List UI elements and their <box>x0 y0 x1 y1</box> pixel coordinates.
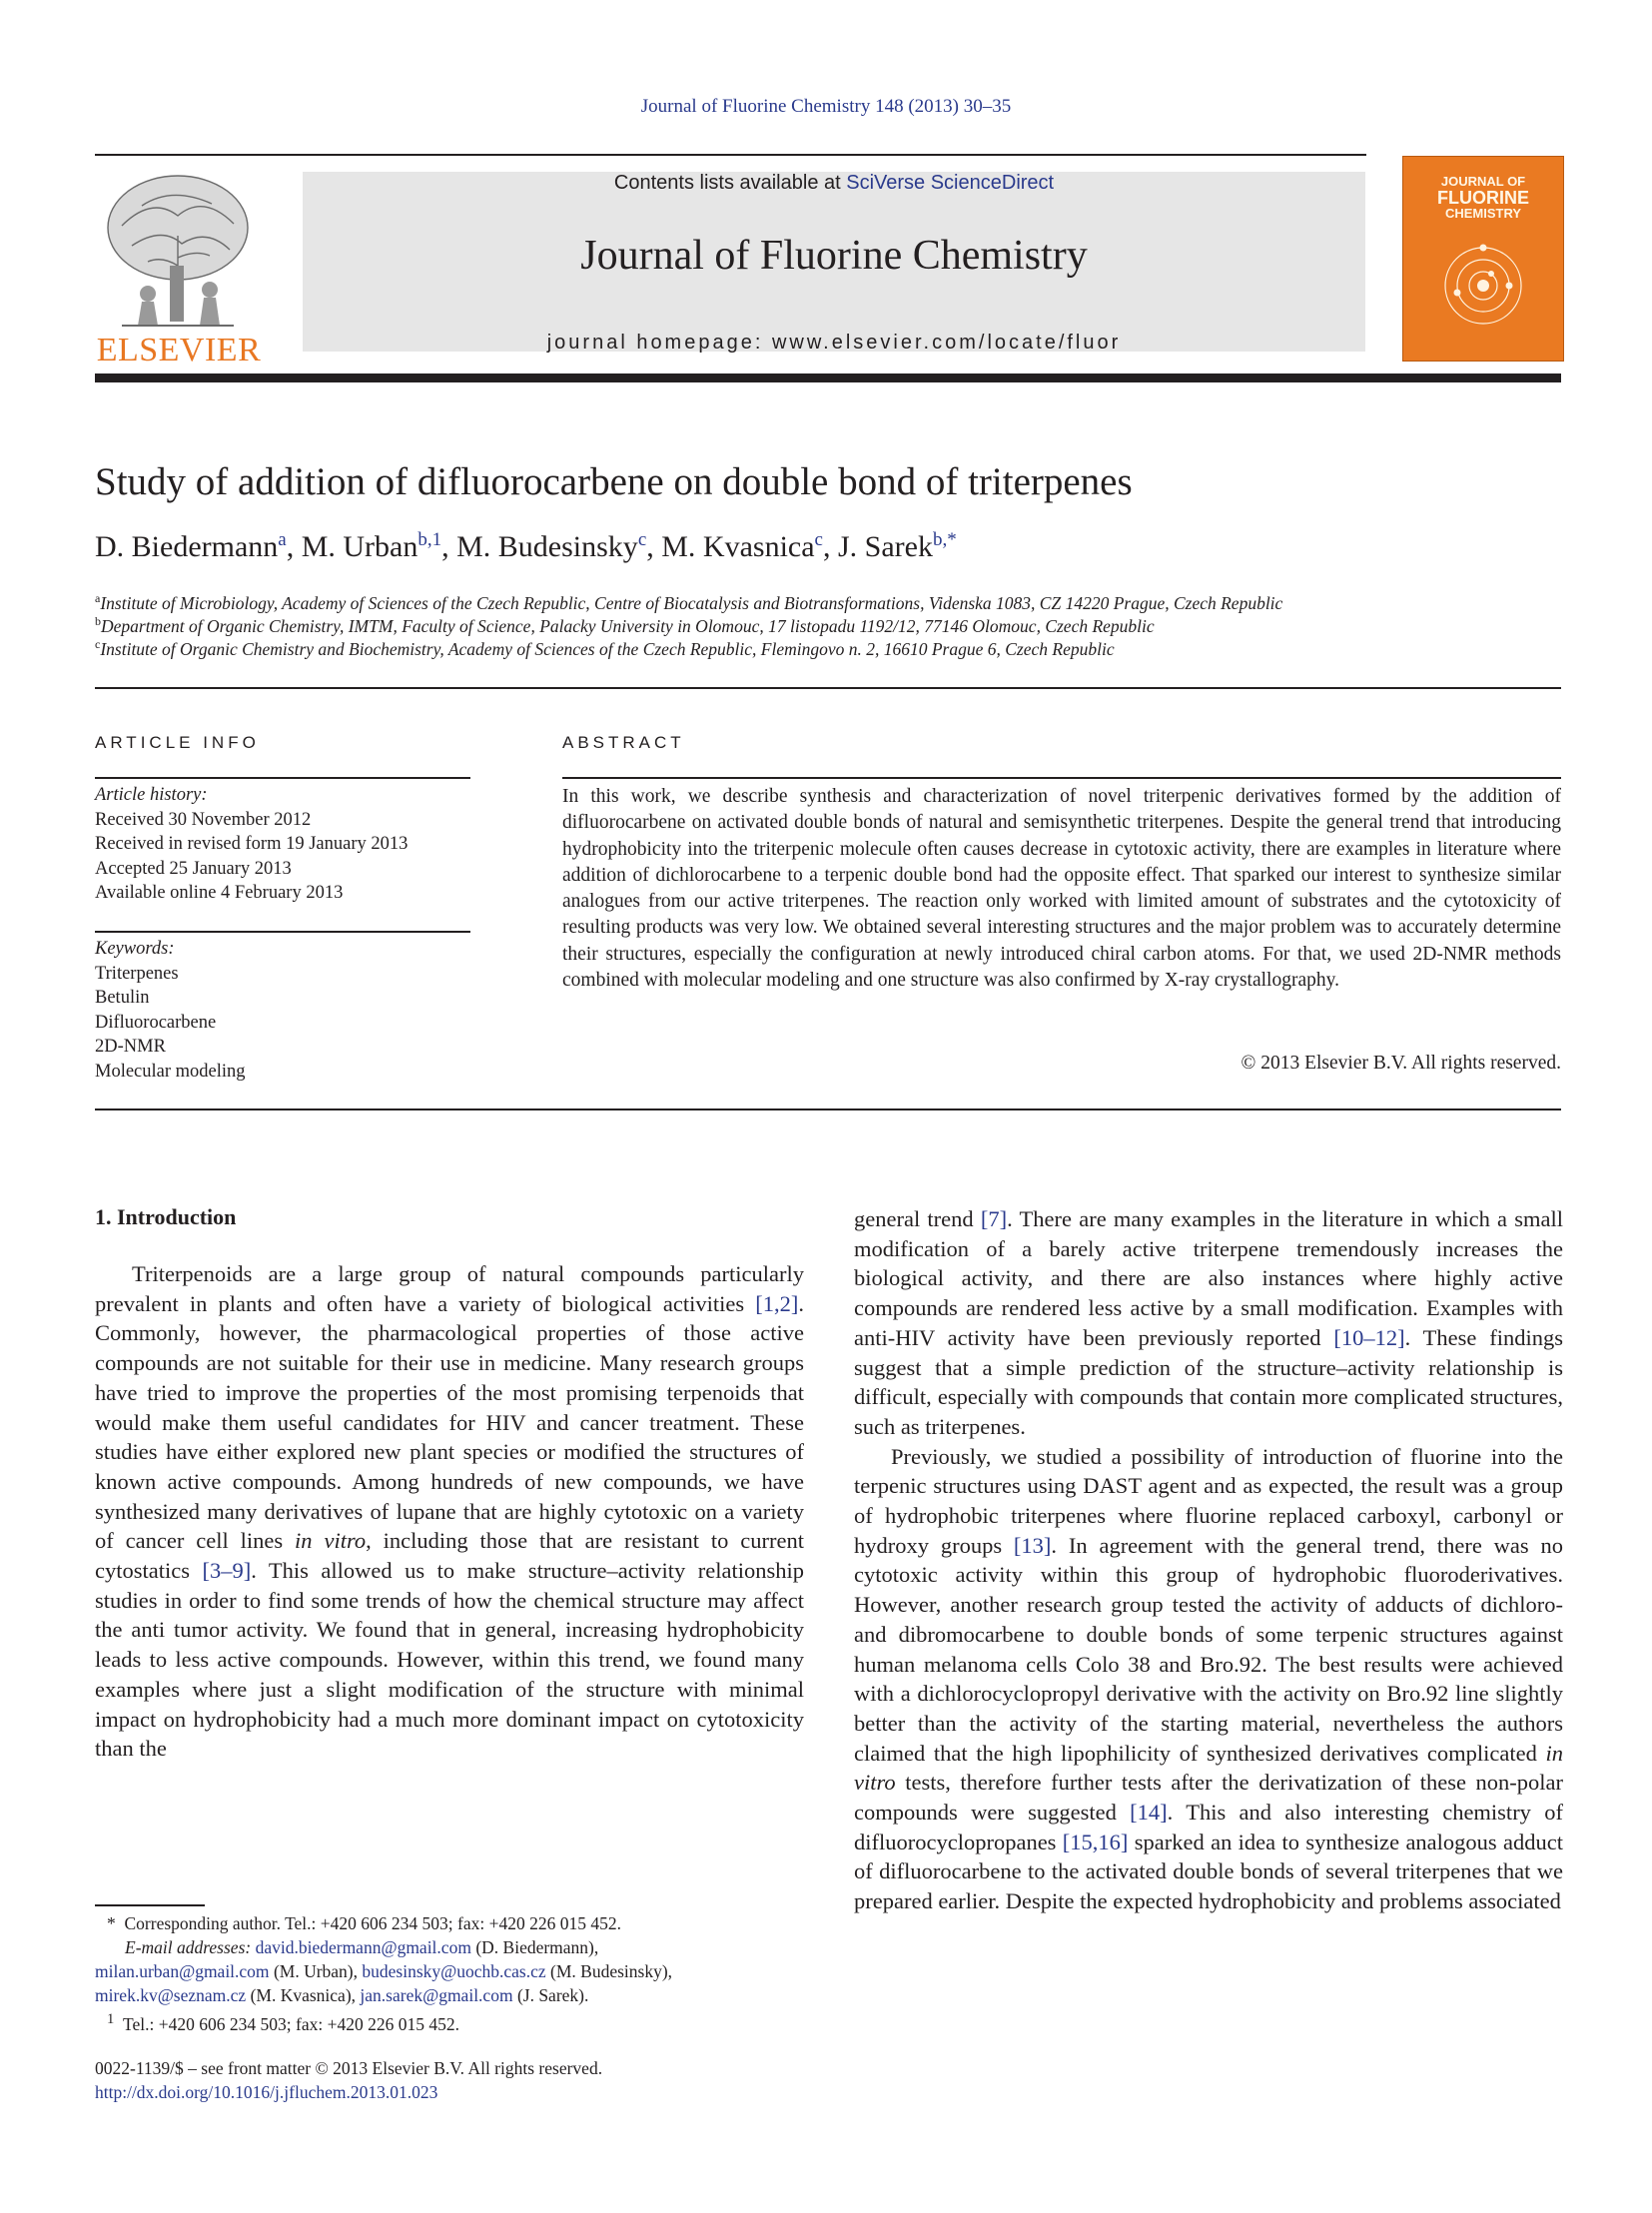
body-text: . There are many examples in the literature in which a small modification of a barely active triterpene tremendously increases the biological activity, and there are also instances where highly active compounds are rendered less active by a small modification. Examples with anti-HIV activity have been previously reported <box>854 1206 1564 1350</box>
affiliation-a <box>95 591 1282 614</box>
author-name[interactable]: J. Sarek <box>837 530 933 563</box>
author-name[interactable]: M. Budesinsky <box>456 530 638 563</box>
citation-link[interactable]: [14] <box>1130 1800 1168 1826</box>
italic-term: in vitro <box>295 1528 367 1554</box>
abstract-label: ABSTRACT <box>562 733 685 752</box>
email-link[interactable]: budesinsky@uochb.cas.cz <box>362 1961 546 1981</box>
email-owner: (M. Urban), <box>269 1961 363 1981</box>
affiliation-text: Institute of Organic Chemistry and Biochemistry, Academy of Sciences of the Czech Republic, Flemingovo n. 2, 16610 Prague 6, Czech Republic <box>100 638 1115 659</box>
body-text: tests, therefore further tests after the derivatization of these non-polar compounds were suggested <box>854 1770 1563 1826</box>
author-affiliation-mark[interactable]: c <box>814 529 823 550</box>
affiliation-mark: c <box>95 637 101 651</box>
cover-line-3: CHEMISTRY <box>1444 206 1522 221</box>
keywords-rule <box>95 931 470 933</box>
keyword: 2D-NMR <box>95 1037 166 1057</box>
body-text: . In agreement with the general trend, there was no cytotoxic activity within this group of hydrophobic fluoroderivatives. However, another research group tested the activity of adducts of dichloro- and dibromocarbene to double bonds of some terpenic structures against human melanoma cells Colo 38 and Bro.92. The best results were achieved with a dichlorocyclopropyl derivative with the activity on Bro.92 line slightly better than the activity of the starting material, nevertheless the authors claimed that the high lipophilicity of synthesized derivatives complicated <box>854 1532 1563 1766</box>
abstract-rule <box>562 777 1561 779</box>
affiliation-mark: b <box>95 614 101 628</box>
article-info-rule <box>95 777 470 779</box>
author-affiliation-mark[interactable]: c <box>637 529 647 550</box>
author-name[interactable]: M. Urban <box>301 530 418 563</box>
citation-link[interactable]: [7] <box>980 1206 1008 1231</box>
header-rule <box>95 154 1366 156</box>
history-heading: Article history: <box>95 785 208 805</box>
footnote-text: Tel.: +420 606 234 503; fax: +420 226 015 452. <box>123 2013 459 2034</box>
journal-homepage <box>303 332 1365 355</box>
body-text: Previously, we studied a possibility of introduction of fluorine into the terpenic structures using DAST agent and as expected, the result was a group of hydrophobic triterpenes where fluorine replaced carboxyl, carbonyl or hydroxy groups <box>854 1443 1563 1558</box>
footnote-mark: * <box>107 1913 116 1933</box>
body-text: . This allowed us to make structure–activity relationship studies in order to find some trends of how the chemical structure may affect the anti tumor activity. We found that in general, increasing hydrophobicity leads to less active compounds. However, within this trend, we found many examples where just a slight modification of the structure with minimal impact on hydrophobicity had a much more dominant impact on cytotoxicity than the <box>95 1558 804 1762</box>
copyright-notice: © 2013 Elsevier B.V. All rights reserved. <box>1240 1053 1561 1074</box>
body-paragraph <box>95 1259 804 1764</box>
body-text: . These findings suggest that a simple prediction of the structure–activity relationship is difficult, especially with compounds that contain more complicated structures, such as triterpenes. <box>854 1324 1564 1439</box>
body-text: . Commonly, however, the pharmacological properties of those active compounds are not suitable for their use in medicine. Many research groups have tried to improve the properties of the most promising terpenoids that would make them useful candidates for HIV and cancer treatment. These studies have either explored new plant species or modified the structures of known active compounds. Among hundreds of new compounds, we have synthesized many derivatives of lupane that are highly cytotoxic on a variety of cancer cell lines <box>95 1290 804 1554</box>
contents-line <box>303 172 1365 195</box>
citation-link[interactable]: [15,16] <box>1062 1829 1129 1854</box>
cover-title <box>1403 175 1563 221</box>
keywords-list <box>95 937 470 1084</box>
author-separator: , <box>441 530 457 563</box>
history-entry: Received in revised form 19 January 2013 <box>95 834 409 854</box>
journal-cover-thumbnail[interactable] <box>1402 156 1564 362</box>
italic-term: in vitro <box>854 1740 1563 1796</box>
corresponding-author-footnote <box>95 1911 804 1935</box>
article-title: Study of addition of difluorocarbene on double bond of triterpenes <box>95 460 1133 503</box>
author-affiliation-mark[interactable]: a <box>278 529 287 550</box>
author-name[interactable]: D. Biedermann <box>95 530 279 563</box>
article-history <box>95 783 470 906</box>
email-link[interactable]: jan.sarek@gmail.com <box>360 1985 513 2005</box>
email-label: E-mail addresses: <box>125 1937 256 1957</box>
citation-link[interactable]: [13] <box>1013 1532 1052 1558</box>
citation-link[interactable]: [1,2] <box>755 1290 799 1316</box>
email-link[interactable]: david.biedermann@gmail.com <box>255 1937 471 1957</box>
body-text: sparked an idea to synthesize analogous adduct of difluorocarbene to the activated double bonds of several triterpenes that we prepared earlier. Despite the expected hydrophobicity and problems associated <box>854 1829 1563 1914</box>
affiliation-b <box>95 614 1155 637</box>
doi-link[interactable]: http://dx.doi.org/10.1016/j.jfluchem.2013.01.023 <box>95 2082 438 2102</box>
affiliation-c <box>95 637 1115 660</box>
history-entry: Accepted 25 January 2013 <box>95 858 292 879</box>
email-owner: (J. Sarek). <box>512 1985 589 2005</box>
author-name[interactable]: M. Kvasnica <box>661 530 815 563</box>
author-list <box>95 529 957 564</box>
keyword: Betulin <box>95 988 150 1008</box>
article-info-label: ARTICLE INFO <box>95 733 260 752</box>
masthead-thick-rule <box>95 373 1561 382</box>
citation-link[interactable]: [3–9] <box>202 1558 252 1584</box>
author-affiliation-mark[interactable]: b,1 <box>417 529 442 550</box>
citation-link[interactable]: [10–12] <box>1333 1324 1405 1350</box>
keyword: Molecular modeling <box>95 1061 246 1082</box>
body-paragraph <box>854 1442 1563 1916</box>
footnote-mark: 1 <box>107 2011 115 2027</box>
atom-graphic <box>1429 241 1537 331</box>
author-separator: , <box>646 530 662 563</box>
email-owner: (M. Budesinsky), <box>545 1961 673 1981</box>
journal-reference[interactable]: Journal of Fluorine Chemistry 148 (2013) 30–35 <box>640 96 1012 117</box>
email-footnote <box>95 1935 804 1959</box>
keyword: Triterpenes <box>95 963 179 984</box>
homepage-url-link[interactable]: www.elsevier.com/locate/fluor <box>771 332 1122 354</box>
body-text: Triterpenoids are a large group of natural compounds particularly prevalent in plants and often have a variety of biological activities <box>95 1261 804 1316</box>
section-heading-introduction: 1. Introduction <box>95 1204 237 1229</box>
email-link[interactable]: milan.urban@gmail.com <box>95 1961 270 1981</box>
body-column-right <box>854 1204 1563 1916</box>
front-matter-info <box>95 2056 804 2104</box>
cover-line-2: FLUORINE <box>1437 188 1529 208</box>
keyword: Difluorocarbene <box>95 1012 217 1033</box>
elsevier-wordmark: ELSEVIER <box>96 332 262 369</box>
sciencedirect-link[interactable]: SciVerse ScienceDirect <box>846 172 1055 194</box>
footnotes <box>95 1911 804 2036</box>
journal-title: Journal of Fluorine Chemistry <box>580 233 1088 279</box>
keywords-heading: Keywords: <box>95 939 175 959</box>
affiliation-text: Department of Organic Chemistry, IMTM, Faculty of Science, Palacky University in Olomouc, 17 listopadu 1192/12, 77146 Olomouc, Czech Republic <box>101 615 1155 636</box>
author-affiliation-mark[interactable]: b,* <box>932 529 957 550</box>
history-entry: Received 30 November 2012 <box>95 809 312 830</box>
affiliation-text: Institute of Microbiology, Academy of Sciences of the Czech Republic, Centre of Biocatalysis and Biotransformations, Videnska 1083, CZ 14220 Prague, Czech Republic <box>100 592 1283 613</box>
body-text: , including those that are resistant to current cytostatics <box>95 1528 804 1584</box>
homepage-prefix: journal homepage: <box>546 332 772 354</box>
author-separator: , <box>822 530 838 563</box>
abstract-text: In this work, we describe synthesis and characterization of novel triterpenic derivatives formed by the addition of difluorocarbene on activated double bonds of natural and semisynthetic triterpenes. Despite the general trend that introducing hydrophobicity into the triterpenic molecule often causes decrease in cytotoxic activity, there are examples in literature where addition of dichlorocarbene to a terpenic double bond had the opposite effect. That sparked our interest to synthesize similar analogues from our active triterpenes. The reaction only worked with limited amount of substrates and the cytotoxicity of resulting products was very low. We obtained several interesting structures and the major problem was to accurately determine their structures, especially the configuration at newly introduced chiral carbon atoms. For that, we used 2D-NMR methods combined with molecular modeling and one structure was also confirmed by X-ray crystallography. <box>562 786 1561 992</box>
email-owner: (M. Kvasnica), <box>246 1985 361 2005</box>
email-link[interactable]: mirek.kv@seznam.cz <box>95 1985 247 2005</box>
footnote-1 <box>95 2007 804 2036</box>
body-text: general trend <box>854 1206 981 1231</box>
issn-line: 0022-1139/$ – see front matter © 2013 Elsevier B.V. All rights reserved. <box>95 2058 603 2078</box>
body-column-left <box>95 1259 804 1764</box>
footnote-text: Corresponding author. Tel.: +420 606 234 503; fax: +420 226 015 452. <box>124 1913 621 1933</box>
body-paragraph <box>854 1204 1563 1442</box>
history-entry: Available online 4 February 2013 <box>95 883 344 903</box>
author-separator: , <box>286 530 302 563</box>
cover-line-1: JOURNAL OF <box>1440 174 1526 189</box>
affiliation-mark: a <box>95 591 101 605</box>
contents-prefix: Contents lists available at <box>613 172 847 194</box>
front-matter-rule <box>95 1108 1561 1110</box>
affiliations-rule <box>95 687 1561 689</box>
footnote-rule <box>95 1904 205 1906</box>
email-footnote-cont <box>95 1959 804 2007</box>
body-text: . This and also interesting chemistry of difluorocyclopropanes <box>854 1800 1563 1854</box>
email-owner: (D. Biedermann), <box>470 1937 599 1957</box>
